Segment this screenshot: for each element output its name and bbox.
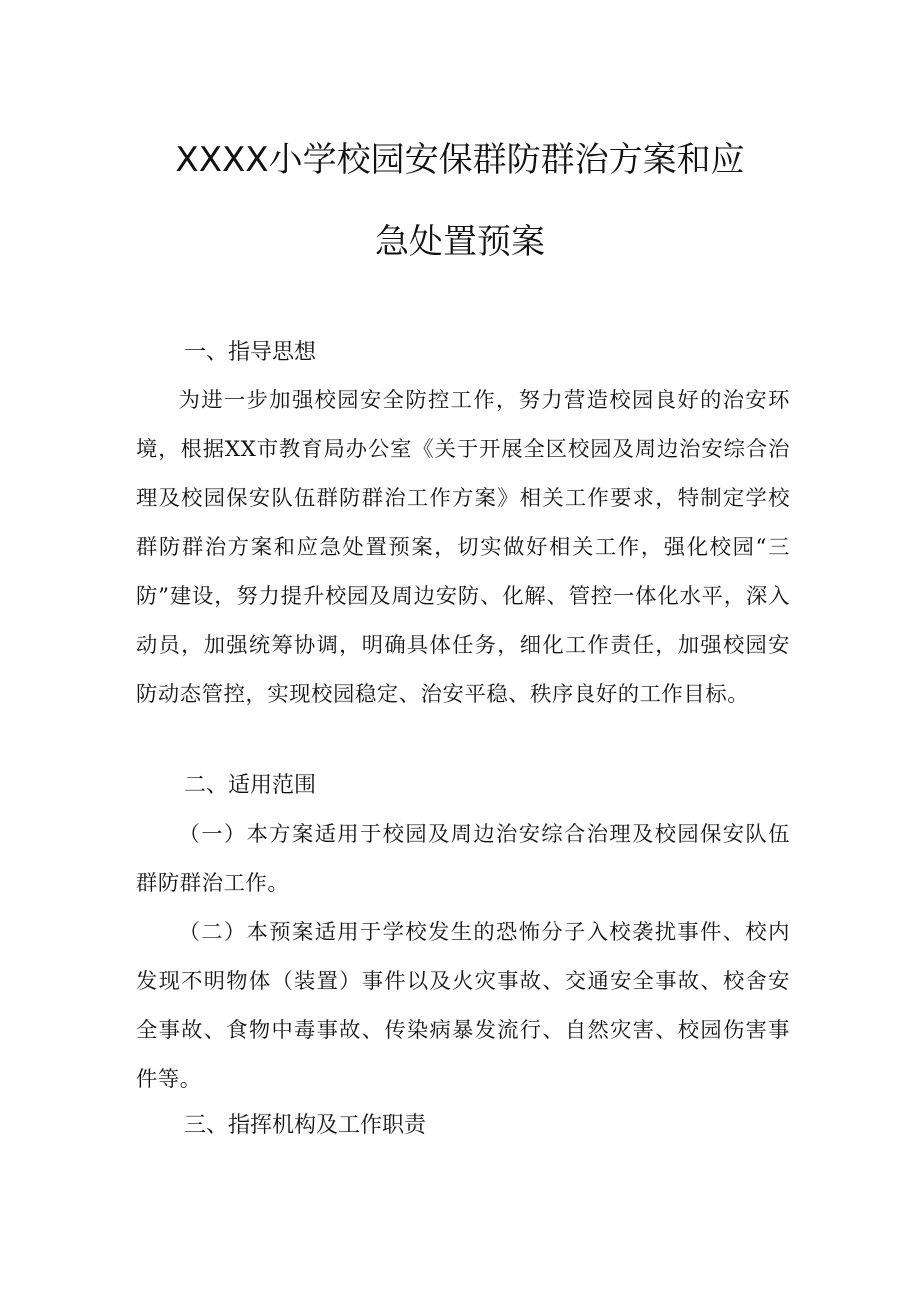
section-heading-command-structure: 三、指挥机构及工作职责 bbox=[184, 1113, 427, 1138]
paragraph-guiding-ideology: 为进一步加强校园安全防控工作，努力营造校园良好的治安环境，根据XX市教育局办公室《关于开展全区校园及周边治安综合治理及校园保安队伍群防群治工作方案》相关工作要求，特制定学校群防群治方案和应急处置预案，切实做好相关工作，强化校园“三防”建设，努力提升校园及周边安防、化解、管控一体化水平，深入动员，加强统筹协调，明确具体任务，细化工作责任，加强校园安防动态管控，实现校园稳定、治安平稳、秩序良好的工作目标。 bbox=[136, 388, 790, 707]
document-title-line-1: XXXX小学校园安保群防群治方案和应 bbox=[175, 140, 745, 180]
document-title-line-2: 急处置预案 bbox=[375, 222, 545, 262]
section-heading-guiding-ideology: 一、指导思想 bbox=[184, 340, 317, 365]
paragraph-scope-2: （二）本预案适用于学校发生的恐怖分子入校袭扰事件、校内发现不明物体（装置）事件以及火灾事故、交通安全事故、校舍安全事故、食物中毒事故、传染病暴发流行、自然灾害、校园伤害事件等。 bbox=[136, 920, 790, 1092]
paragraph-scope-1: （一）本方案适用于校园及周边治安综合治理及校园保安队伍群防群治工作。 bbox=[136, 822, 790, 896]
section-heading-scope: 二、适用范围 bbox=[184, 773, 317, 798]
